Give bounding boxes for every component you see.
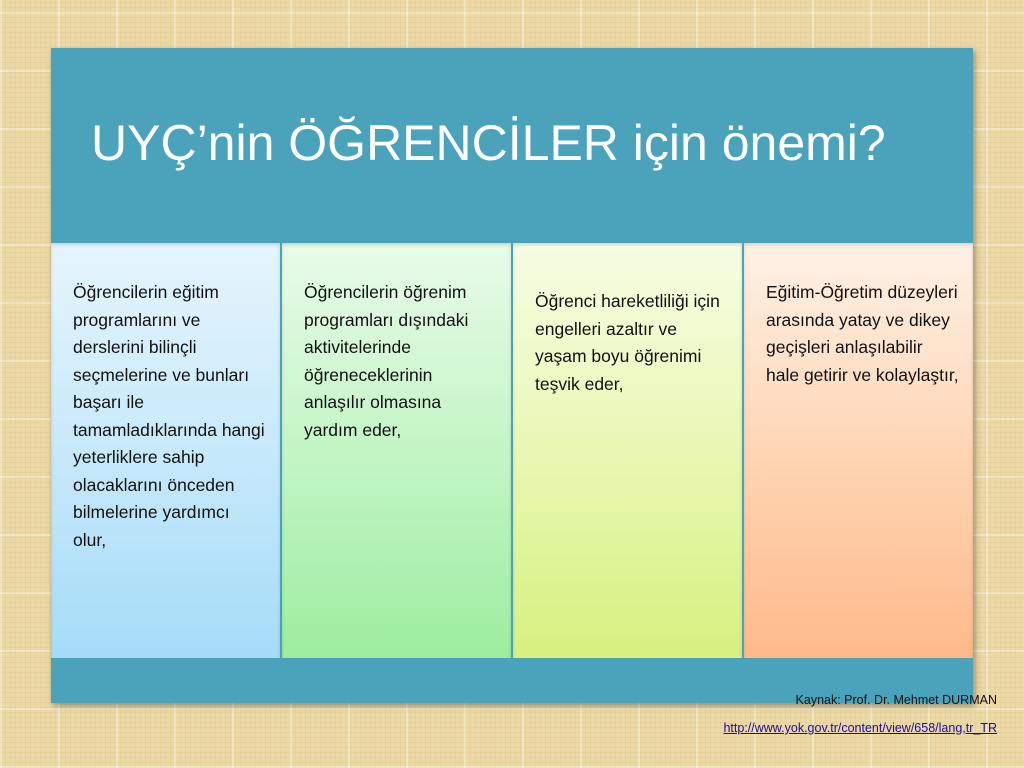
column-3-text: Öğrenci hareketliliği için engelleri azaltır ve yaşam boyu öğrenimi teşvik eder, [535, 291, 720, 394]
column-2-text: Öğrencilerin öğrenim programları dışındaki aktivitelerinde öğreneceklerinin anlaşılır olmasına yardım eder, [304, 282, 469, 440]
content-columns [51, 243, 973, 658]
column-4 [744, 243, 973, 658]
column-3 [513, 243, 744, 658]
slide-panel [51, 48, 973, 703]
column-4-text: Eğitim-Öğretim düzeyleri arasında yatay ve dikey geçişleri anlaşılabilir hale getirir ve kolaylaştır, [766, 282, 959, 385]
column-2 [282, 243, 513, 658]
source-citation: Kaynak: Prof. Dr. Mehmet DURMAN [795, 693, 997, 707]
column-1 [51, 243, 282, 658]
column-1-text: Öğrencilerin eğitim programlarını ve derslerini bilinçli seçmelerine ve bunları başarı ile tamamladıklarında hangi yeterliklere sahip olacaklarını önceden bilmelerine yardımcı olur, [73, 282, 265, 550]
slide-title: UYÇ’nin ÖĞRENCİLER için önemi? [91, 115, 886, 171]
source-link[interactable]: http://www.yok.gov.tr/content/view/658/lang,tr_TR [723, 721, 997, 735]
